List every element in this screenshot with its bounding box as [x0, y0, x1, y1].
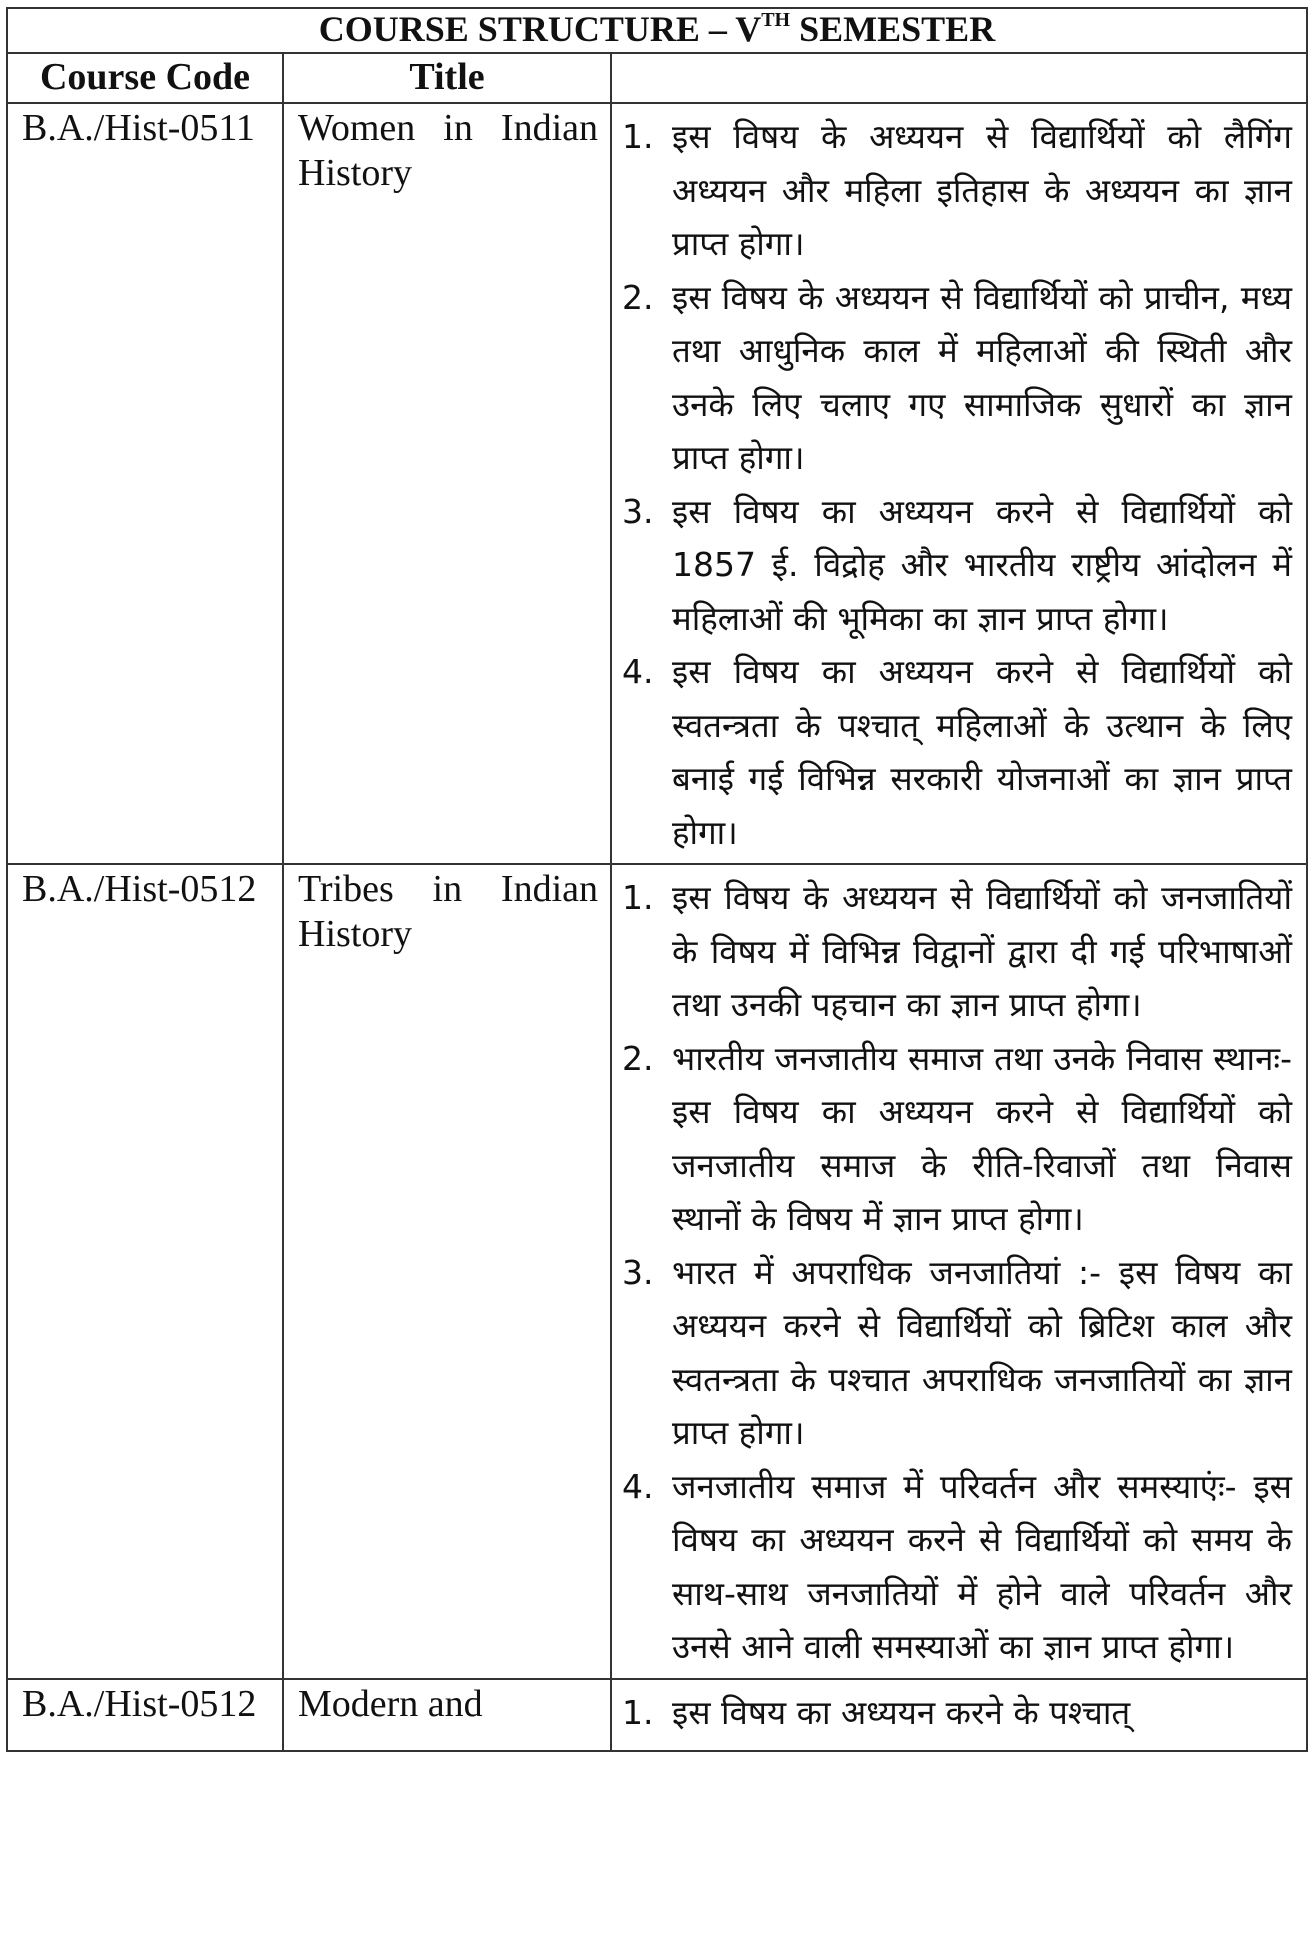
outcome-text: इस विषय का अध्ययन करने से विद्यार्थियों को स्वतन्त्रता के पश्चात् महिलाओं के उत्थान के लिए बनाई गई विभिन्न सरकारी योजनाओं का ज्ञान प्राप्त होगा। [672, 652, 1292, 852]
outcome-number: 4. [622, 1466, 654, 1506]
outcome-number: 1. [622, 878, 654, 917]
table-title-main: COURSE STRUCTURE – V [318, 9, 762, 49]
course-code: B.A./Hist-0512 [7, 1679, 283, 1751]
outcome-item [622, 871, 1292, 1032]
header-title: Title [283, 53, 611, 103]
course-outcomes [611, 864, 1307, 1679]
outcome-number: 1. [622, 117, 654, 156]
outcome-item [622, 271, 1292, 485]
table-title-row [7, 8, 1307, 53]
outcome-item [622, 1032, 1292, 1246]
outcome-item [622, 110, 1292, 271]
outcome-text: इस विषय के अध्ययन से विद्यार्थियों को लैगिंग अध्ययन और महिला इतिहास के अध्ययन का ज्ञान प्राप्त होगा। [672, 117, 1292, 263]
course-structure-table [6, 7, 1308, 1752]
header-outcomes [611, 53, 1307, 103]
outcome-item [622, 645, 1292, 859]
outcome-text: इस विषय का अध्ययन करने से विद्यार्थियों को 1857 ई. विद्रोह और भारतीय राष्ट्रीय आंदोलन में महिलाओं की भूमिका का ज्ञान प्राप्त होगा। [672, 491, 1292, 638]
outcome-number: 1. [622, 1692, 654, 1732]
outcome-number: 4. [622, 652, 654, 691]
course-title: Tribes in Indian History [283, 864, 611, 1679]
outcome-list [622, 1686, 1292, 1740]
outcome-item [622, 1246, 1292, 1460]
course-code: B.A./Hist-0511 [7, 103, 283, 864]
course-outcomes [611, 103, 1307, 864]
table-row [7, 1679, 1307, 1751]
course-title: Modern and [283, 1679, 611, 1751]
outcome-text: इस विषय के अध्ययन से विद्यार्थियों को प्राचीन, मध्य तथा आधुनिक काल में महिलाओं की स्थिती और उनके लिए चलाए गए सामाजिक सुधारों का ज्ञान प्राप्त होगा। [672, 277, 1292, 477]
table-header-row [7, 53, 1307, 103]
outcome-number: 3. [622, 1252, 654, 1292]
course-title: Women in Indian History [283, 103, 611, 864]
outcome-item [622, 1460, 1292, 1674]
table-title-end: SEMESTER [790, 9, 996, 49]
course-outcomes [611, 1679, 1307, 1751]
table-row [7, 864, 1307, 1679]
outcome-text: भारतीय जनजातीय समाज तथा उनके निवास स्थानः- इस विषय का अध्ययन करने से विद्यार्थियों को जनजातीय समाज के रीति-रिवाजों तथा निवास स्थानों के विषय में ज्ञान प्राप्त होगा। [672, 1038, 1292, 1238]
outcome-list [622, 110, 1292, 859]
outcome-number: 2. [622, 1038, 654, 1078]
table-row [7, 103, 1307, 864]
outcome-text: इस विषय का अध्ययन करने के पश्चात् [672, 1692, 1131, 1732]
header-course-code: Course Code [7, 53, 283, 103]
outcome-item [622, 1686, 1292, 1740]
course-code: B.A./Hist-0512 [7, 864, 283, 1679]
outcome-number: 2. [622, 277, 654, 317]
outcome-item [622, 485, 1292, 646]
outcome-list [622, 871, 1292, 1674]
outcome-text: जनजातीय समाज में परिवर्तन और समस्याएंः- इस विषय का अध्ययन करने से विद्यार्थियों को समय के साथ-साथ जनजातियों में होने वाले परिवर्तन और उनसे आने वाली समस्याओं का ज्ञान प्राप्त होगा। [672, 1466, 1292, 1666]
outcome-text: भारत में अपराधिक जनजातियां :- इस विषय का अध्ययन करने से विद्यार्थियों को ब्रिटिश काल और स्वतन्त्रता के पश्चात अपराधिक जनजातियों का ज्ञान प्राप्त होगा। [672, 1252, 1292, 1452]
table-title-superscript: TH [761, 9, 791, 31]
outcome-number: 3. [622, 491, 654, 531]
outcome-text: इस विषय के अध्ययन से विद्यार्थियों को जनजातियों के विषय में विभिन्न विद्वानों द्वारा दी गई परिभाषाओं तथा उनकी पहचान का ज्ञान प्राप्त होगा। [672, 878, 1292, 1024]
table-title [7, 8, 1307, 53]
